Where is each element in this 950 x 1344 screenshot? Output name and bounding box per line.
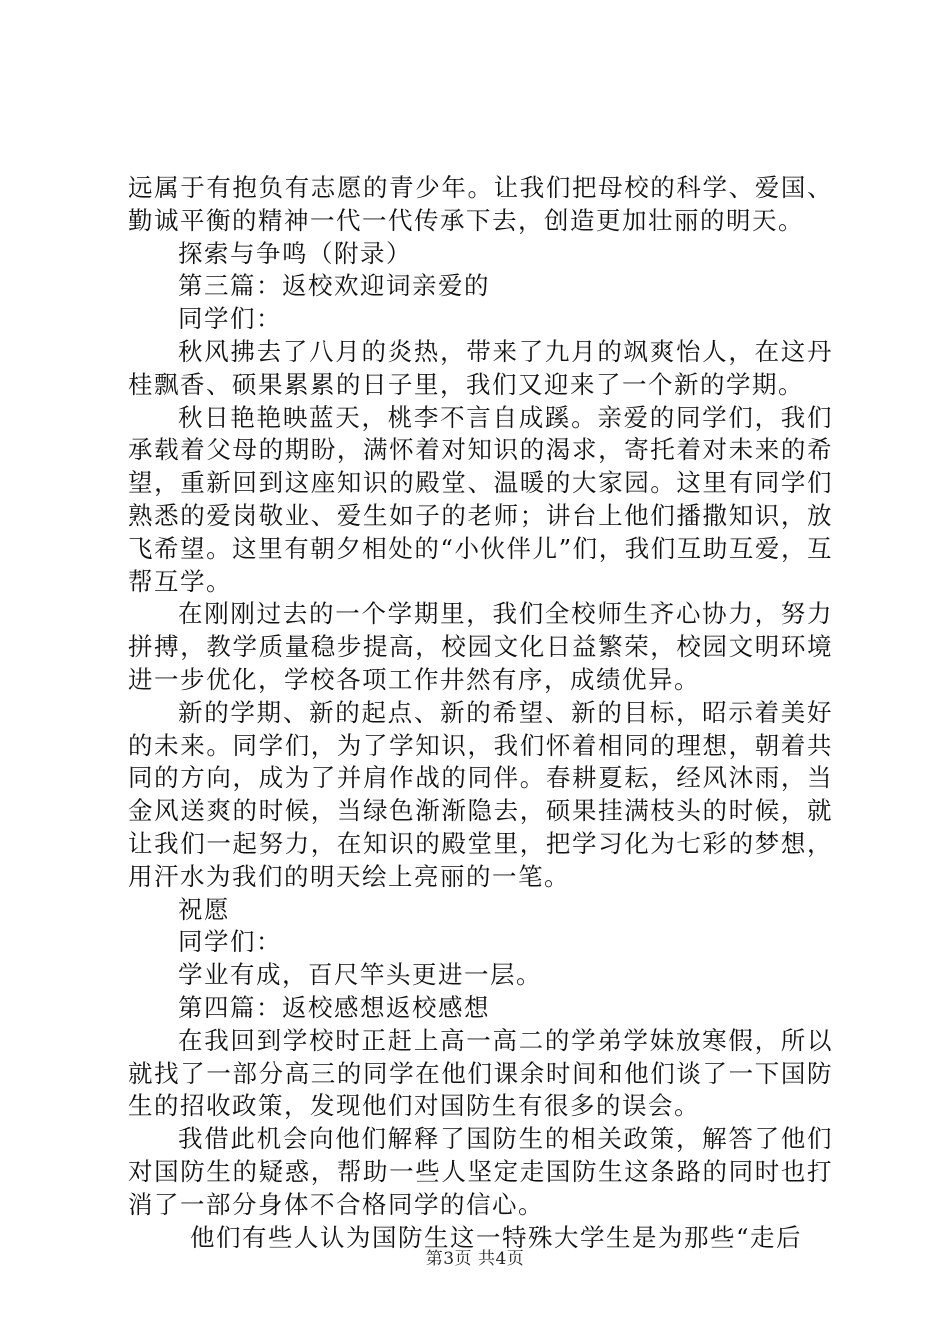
document-body: [128, 172, 833, 1254]
paragraph: 我借此机会向他们解释了国防生的相关政策，解答了他们对国防生的疑惑，帮助一些人坚定走国防生这条路的同时也打消了一部分身体不合格同学的信心。: [128, 1124, 833, 1219]
closing-line: 学业有成，百尺竿头更进一层。: [178, 960, 542, 990]
paragraph: 秋风拂去了八月的炎热，带来了九月的飒爽怡人，在这丹桂飘香、硕果累累的日子里，我们又迎来了一个新的学期。: [128, 336, 833, 399]
paragraph: 秋日艳艳映蓝天，桃李不言自成蹊。亲爱的同学们，我们承载着父母的期盼，满怀着对知识的渴求，寄托着对未来的希望，重新回到这座知识的殿堂、温暖的大家园。这里有同学们熟悉的爱岗敬业、爱生如子的老师；讲台上他们播撒知识，放飞希望。这里有朝夕相处的“小伙伴儿”们，我们互助互爱，互帮互学。: [128, 402, 833, 596]
paragraph: 新的学期、新的起点、新的希望、新的目标，昭示着美好的未来。同学们，为了学知识，我们怀着相同的理想，朝着共同的方向，成为了并肩作战的同伴。春耕夏耘，经风沐雨，当金风送爽的时候，当绿色渐渐隐去，硕果挂满枝头的时候，就让我们一起努力，在知识的殿堂里，把学习化为七彩的梦想，用汗水为我们的明天绘上亮丽的一笔。: [128, 697, 833, 891]
paragraph: 在我回到学校时正赶上高一高二的学弟学妹放寒假，所以就找了一部分高三的同学在他们课余时间和他们谈了一下国防生的招收政策，发现他们对国防生有很多的误会。: [128, 1025, 833, 1121]
salutation: 同学们：: [178, 927, 282, 957]
paragraph: 他们有些人认为国防生这一特殊大学生是为那些“走后: [190, 1222, 803, 1252]
paragraph-appendix-heading: 探索与争鸣（附录）: [178, 238, 412, 268]
section-heading-chapter-4: 第四篇：返校感想返校感想: [178, 992, 490, 1022]
closing-wish: 祝愿: [178, 894, 230, 924]
page-number-footer: 第3页 共4页: [425, 1249, 525, 1269]
salutation: 同学们：: [178, 304, 282, 334]
paragraph-continuation: 远属于有抱负有志愿的青少年。让我们把母校的科学、爱国、勤诚平衡的精神一代一代传承下去，创造更加壮丽的明天。: [128, 173, 833, 235]
section-heading-chapter-3: 第三篇：返校欢迎词亲爱的: [178, 271, 490, 301]
paragraph: 在刚刚过去的一个学期里，我们全校师生齐心协力，努力拼搏，教学质量稳步提高，校园文化日益繁荣，校园文明环境进一步优化，学校各项工作井然有序，成绩优异。: [128, 599, 833, 694]
